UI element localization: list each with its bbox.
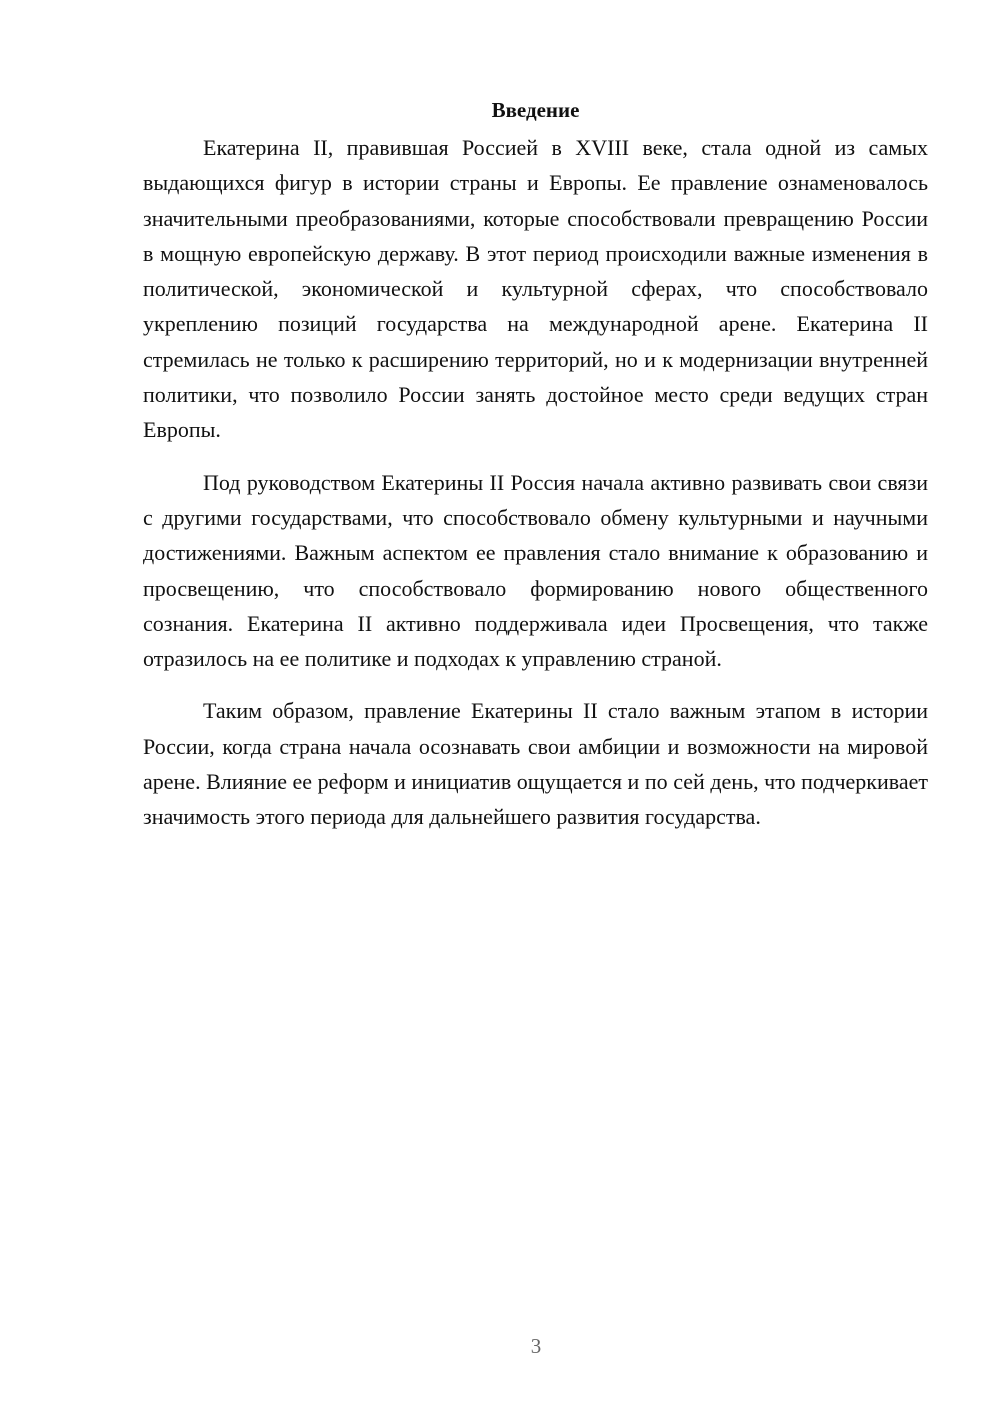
paragraph-1: Екатерина II, правившая Россией в XVIII веке, стала одной из самых выдающихся фигур в истории страны и Европы. Ее правление ознаменовалось значительными преобразованиями, которые способствовали превращению России в мощную европейскую державу. В этот период происходили важные изменения в политической, экономической и культурной сферах, что способствовало укреплению позиций государства на международной арене. Екатерина II стремилась не только к расширению территорий, но и к модернизации внутренней политики, что позволило России занять достойное место среди ведущих стран Европы. — [143, 135, 928, 443]
section-title: Введение — [491, 98, 580, 122]
paragraph-2: Под руководством Екатерины II Россия начала активно развивать свои связи с другими государствами, что способствовало обмену культурными и научными достижениями. Важным аспектом ее правления стало внимание к образованию и просвещению, что способствовало формированию нового общественного сознания. Екатерина II активно поддерживала идеи Просвещения, что также отразилось на ее политике и подходах к управлению страной. — [143, 469, 928, 672]
paragraph-3: Таким образом, правление Екатерины II стало важным этапом в истории России, когда страна начала осознавать свои амбиции и возможности на мировой арене. Влияние ее реформ и инициатив ощущается и по сей день, что подчеркивает значимость этого периода для дальнейшего развития государства. — [143, 698, 928, 830]
page-number: 3 — [530, 1334, 542, 1358]
page-content — [143, 92, 928, 835]
